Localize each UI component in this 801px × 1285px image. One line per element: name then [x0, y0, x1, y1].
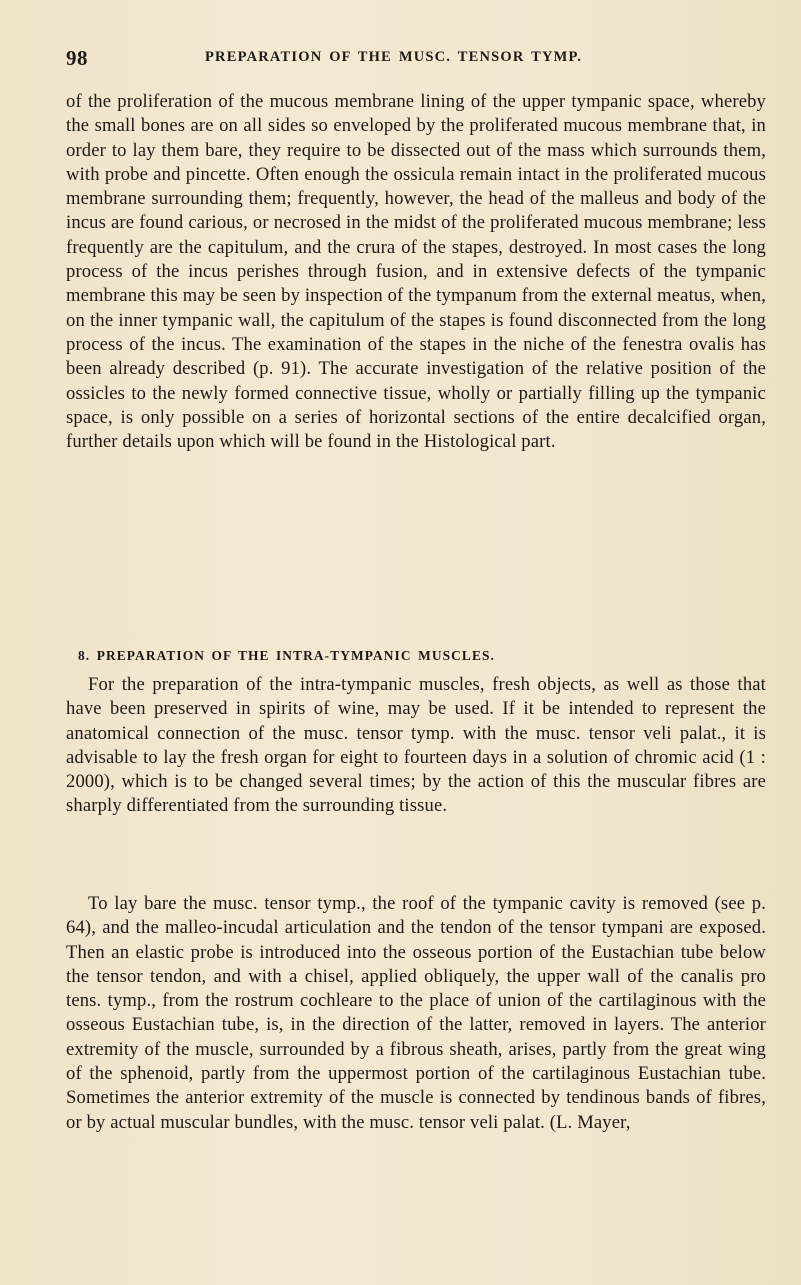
- section-heading: 8. PREPARATION OF THE INTRA-TYMPANIC MUSCLES.: [78, 648, 495, 663]
- paragraph: of the proliferation of the mucous membrane lining of the upper tympanic space, whereby the small bones are on all sides so enveloped by the proliferated mucous membrane that, in order to lay them bare, they require to be dissected out of the mass which surrounds them, with probe and pincette. Often enough the ossicula remain intact in the proliferated mucous membrane surrounding them; frequently, however, the head of the malleus and body of the incus are found carious, or necrosed in the midst of the proliferated mucous membrane; less frequently are the capitulum, and the crura of the stapes, destroyed. In most cases the long process of the incus perishes through fusion, and in extensive defects of the tympanic membrane this may be seen by inspection of the tympanum from the external meatus, when, on the inner tympanic wall, the capitulum of the stapes is found disconnected from the long process of the incus. The examination of the stapes in the niche of the fenestra ovalis has been already described (p. 91). The accurate investigation of the relative position of the ossicles to the newly formed connective tissue, wholly or partially filling up the tympanic space, is only possible on a series of horizontal sections of the entire decalcified organ, further details upon which will be found in the Histological part.: [66, 91, 766, 453]
- body-text-section-3: [66, 892, 766, 1135]
- running-title: PREPARATION OF THE MUSC. TENSOR TYMP.: [205, 49, 583, 65]
- body-text-section-1: [66, 90, 766, 454]
- body-text-section-2: [66, 673, 766, 819]
- paragraph: For the preparation of the intra-tympanic muscles, fresh objects, as well as those that have been preserved in spirits of wine, may be used. If it be intended to represent the anatomical connection of the musc. tensor tymp. with the musc. tensor veli palat., it is advisable to lay the fresh organ for eight to fourteen days in a solution of chromic acid (1 : 2000), which is to be changed several times; by the action of this the muscular fibres are sharply differentiated from the surrounding tissue.: [66, 674, 766, 817]
- page-number: 98: [66, 46, 88, 70]
- page-header: [66, 46, 766, 70]
- paragraph: To lay bare the musc. tensor tymp., the roof of the tympanic cavity is removed (see p. 64), and the malleo-incudal articulation and the tendon of the tensor tympani are exposed. Then an elastic probe is introduced into the osseous portion of the Eustachian tube below the tensor tendon, and with a chisel, applied obliquely, the upper wall of the canalis pro tens. tymp., from the rostrum cochleare to the place of union of the cartilaginous with the osseous Eustachian tube, is, in the direction of the latter, removed in layers. The anterior extremity of the muscle, surrounded by a fibrous sheath, arises, partly from the great wing of the sphenoid, partly from the uppermost portion of the cartilaginous Eustachian tube. Sometimes the anterior extremity of the muscle is connected by tendinous bands of fibres, or by actual muscular bundles, with the musc. tensor veli palat. (L. Mayer,: [66, 893, 766, 1133]
